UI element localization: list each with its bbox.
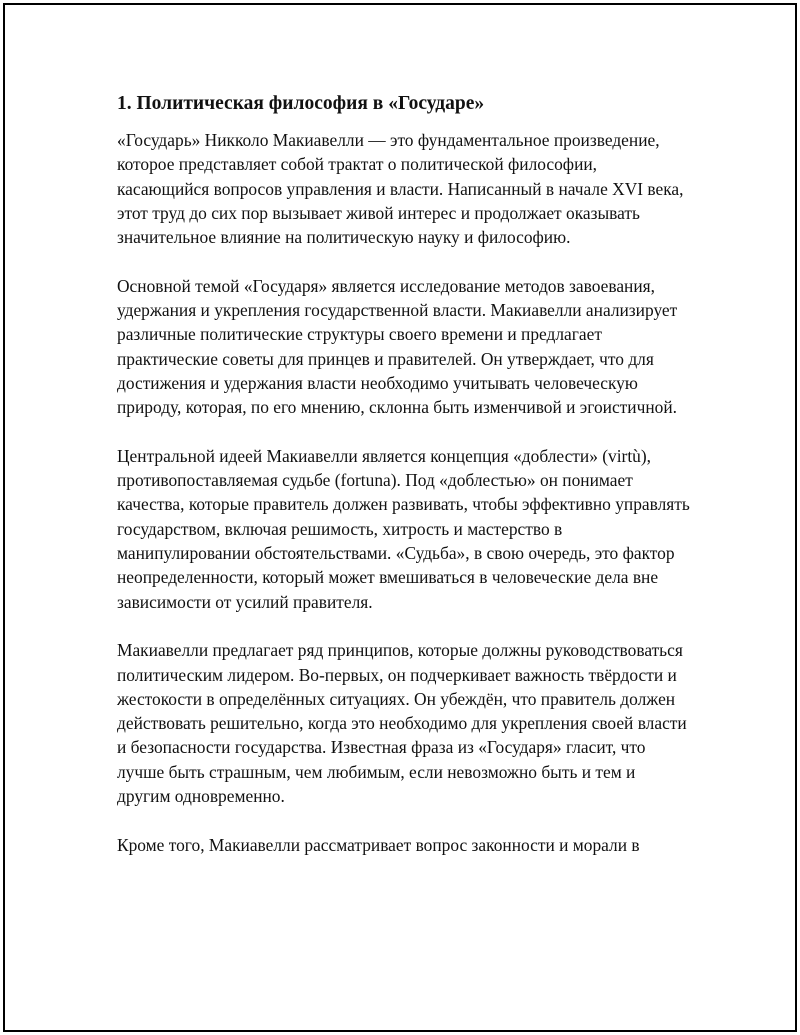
document-body xyxy=(117,92,692,881)
section-heading: 1. Политическая философия в «Государе» xyxy=(117,93,485,114)
paragraph-legality-morality: Кроме того, Макиавелли рассматривает вопрос законности и морали в xyxy=(117,834,640,855)
paragraph-principles: Макиавелли предлагает ряд принципов, которые должны руководствоваться политическим лидером. Во-первых, он подчеркивает важность твёрдости и жестокости в определённых ситуациях. Он убеждён, что правитель должен действовать решительно, когда это необходимо для укрепления своей власти и безопасности государства. Известная фраза из «Государя» гласит, что лучше быть страшным, чем любимым, если невозможно быть и тем и другим одновременно. xyxy=(117,640,687,807)
paragraph-virtu-fortuna: Центральной идеей Макиавелли является концепция «доблести» (virtù), противопоставляемая судьбе (fortuna). Под «доблестью» он понимает качества, которые правитель должен развивать, чтобы эффективно управлять государством, включая решимость, хитрость и мастерство в манипулировании обстоятельствами. «Судьба», в свою очередь, это фактор неопределенности, который может вмешиваться в человеческие дела вне зависимости от усилий правителя. xyxy=(117,445,690,612)
paragraph-main-theme: Основной темой «Государя» является исследование методов завоевания, удержания и укрепления государственной власти. Макиавелли анализирует различные политические структуры своего времени и предлагает практические советы для принцев и правителей. Он утверждает, что для достижения и удержания власти необходимо учитывать человеческую природу, которая, по его мнению, склонна быть изменчивой и эгоистичной. xyxy=(117,275,678,418)
paragraph-intro: «Государь» Никколо Макиавелли — это фундаментальное произведение, которое представляет собой трактат о политической философии, касающийся вопросов управления и власти. Написанный в начале XVI века, этот труд до сих пор вызывает живой интерес и продолжает оказывать значительное влияние на политическую науку и философию. xyxy=(117,130,684,248)
